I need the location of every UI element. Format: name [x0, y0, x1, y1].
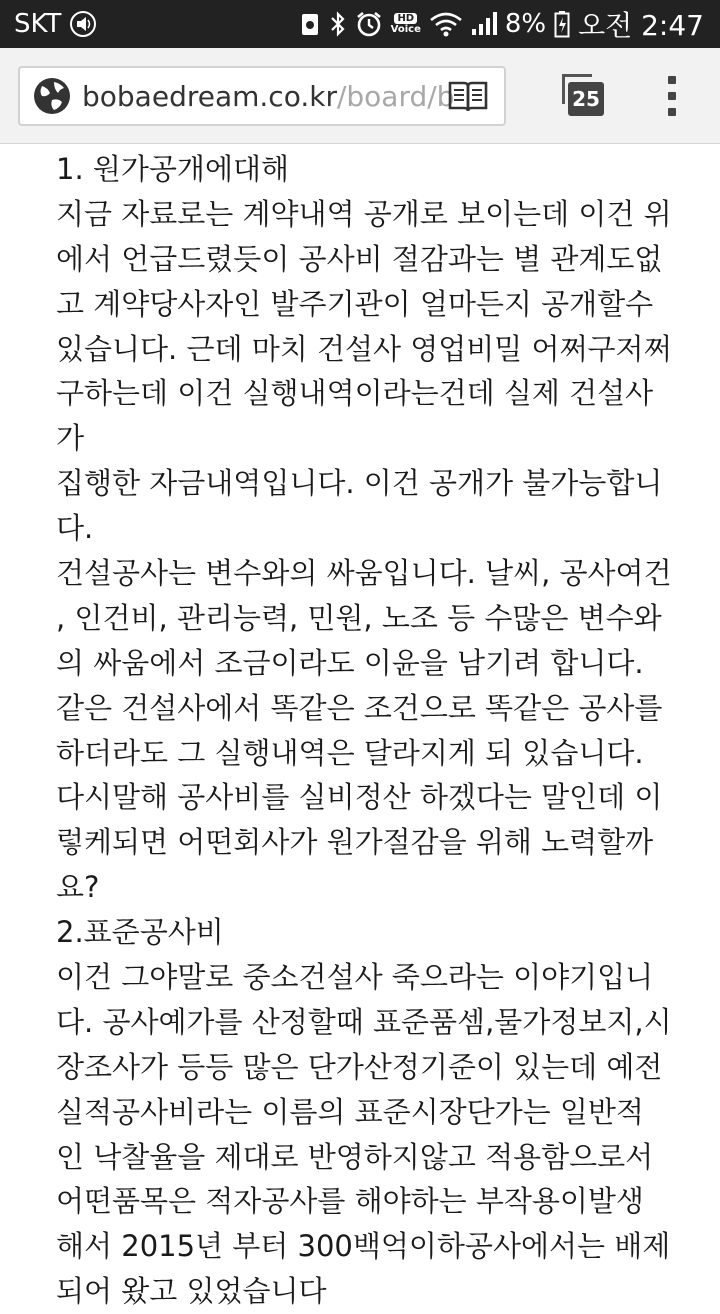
url-text[interactable] [82, 79, 455, 113]
article-line: 하더라도 그 실행내역은 달라지게 되 있습니다. [56, 735, 644, 770]
url-path: /board/b [336, 79, 455, 113]
article-line: , 인건비, 관리능력, 민원, 노조 등 수많은 변수와 [56, 600, 662, 635]
article-line: 어떤품목은 적자공사를 해야하는 부작용이발생 [56, 1184, 644, 1219]
article-line: 고 계약당사자인 발주기관이 얼마든지 공개할수 [56, 286, 654, 321]
battery-charging-icon [554, 10, 570, 38]
url-host: bobaedream.co.kr [82, 79, 337, 113]
article-line: 2.표준공사비 [56, 915, 224, 950]
article-line: 가 [56, 421, 85, 456]
article-line: 해서 2015년 부터 300백억이하공사에서는 배제 [56, 1229, 671, 1264]
alarm-icon [355, 10, 383, 38]
menu-dot-icon [668, 92, 676, 100]
recycle-icon [299, 11, 321, 37]
status-bar [0, 0, 720, 48]
article-line: 되어 왔고 있었습니다 [56, 1274, 327, 1309]
article-line: 다. 공사예가를 산정할때 표준품셈,물가정보지,시 [56, 1004, 672, 1039]
article-line: 1. 원가공개에대해 [56, 152, 289, 186]
article-line: 다시말해 공사비를 실비정산 하겠다는 말인데 이 [56, 780, 663, 815]
article-line: 지금 자료로는 계약내역 공개로 보이는데 이건 위 [56, 196, 672, 231]
article-line: 실적공사비라는 이름의 표준시장단가는 일반적 [56, 1094, 644, 1129]
article-line: 렇케되면 어떤회사가 원가절감을 위해 노력할까 [56, 825, 654, 860]
article-line: 인 낙찰율을 제대로 반영하지않고 적용함으로서 [56, 1139, 654, 1174]
signal-icon [471, 11, 497, 37]
address-bar[interactable] [18, 66, 506, 126]
carrier-label: SKT [14, 9, 62, 39]
article-line: 구하는데 이건 실행내역이라는건데 실제 건설사 [56, 376, 654, 411]
article-line: 요? [56, 870, 100, 905]
reader-mode-icon[interactable] [448, 80, 488, 114]
article-line: 같은 건설사에서 똑같은 조건으로 똑같은 공사를 [56, 690, 663, 725]
bluetooth-icon [329, 10, 347, 38]
menu-dot-icon [668, 76, 676, 84]
article-line: 집행한 자금내역입니다. 이건 공개가 불가능합니 [56, 466, 663, 501]
article-line: 의 싸움에서 조금이라도 이윤을 남기려 합니다. [56, 645, 644, 680]
hd-label: HD [394, 13, 417, 24]
battery-percent: 8% [504, 9, 547, 39]
sound-icon [69, 10, 97, 38]
hd-voice-icon [391, 13, 421, 35]
more-menu-button[interactable] [660, 76, 684, 116]
article-line: 에서 언급드렸듯이 공사비 절감과는 별 관계도없 [56, 241, 663, 276]
article-line: 있습니다. 근데 마치 건설사 영업비밀 어쩌구저쩌 [56, 331, 672, 366]
menu-dot-icon [668, 108, 676, 116]
article-line: 다. [56, 511, 94, 546]
wifi-icon [429, 10, 463, 38]
article-line: 건설공사는 변수와의 싸움입니다. 날씨, 공사여건 [56, 556, 672, 591]
tab-count: 25 [568, 82, 604, 116]
article-line: 장조사가 등등 많은 단가산정기준이 있는데 예전 [56, 1049, 663, 1084]
globe-icon [32, 76, 72, 116]
clock: 오전 2:47 [578, 9, 704, 42]
voice-label: Voice [390, 24, 421, 35]
tab-switcher-button[interactable] [562, 74, 606, 118]
article-line: 이건 그야말로 중소건설사 죽으라는 이야기입니 [56, 960, 654, 995]
browser-toolbar [0, 48, 720, 144]
article-body [56, 147, 706, 1314]
